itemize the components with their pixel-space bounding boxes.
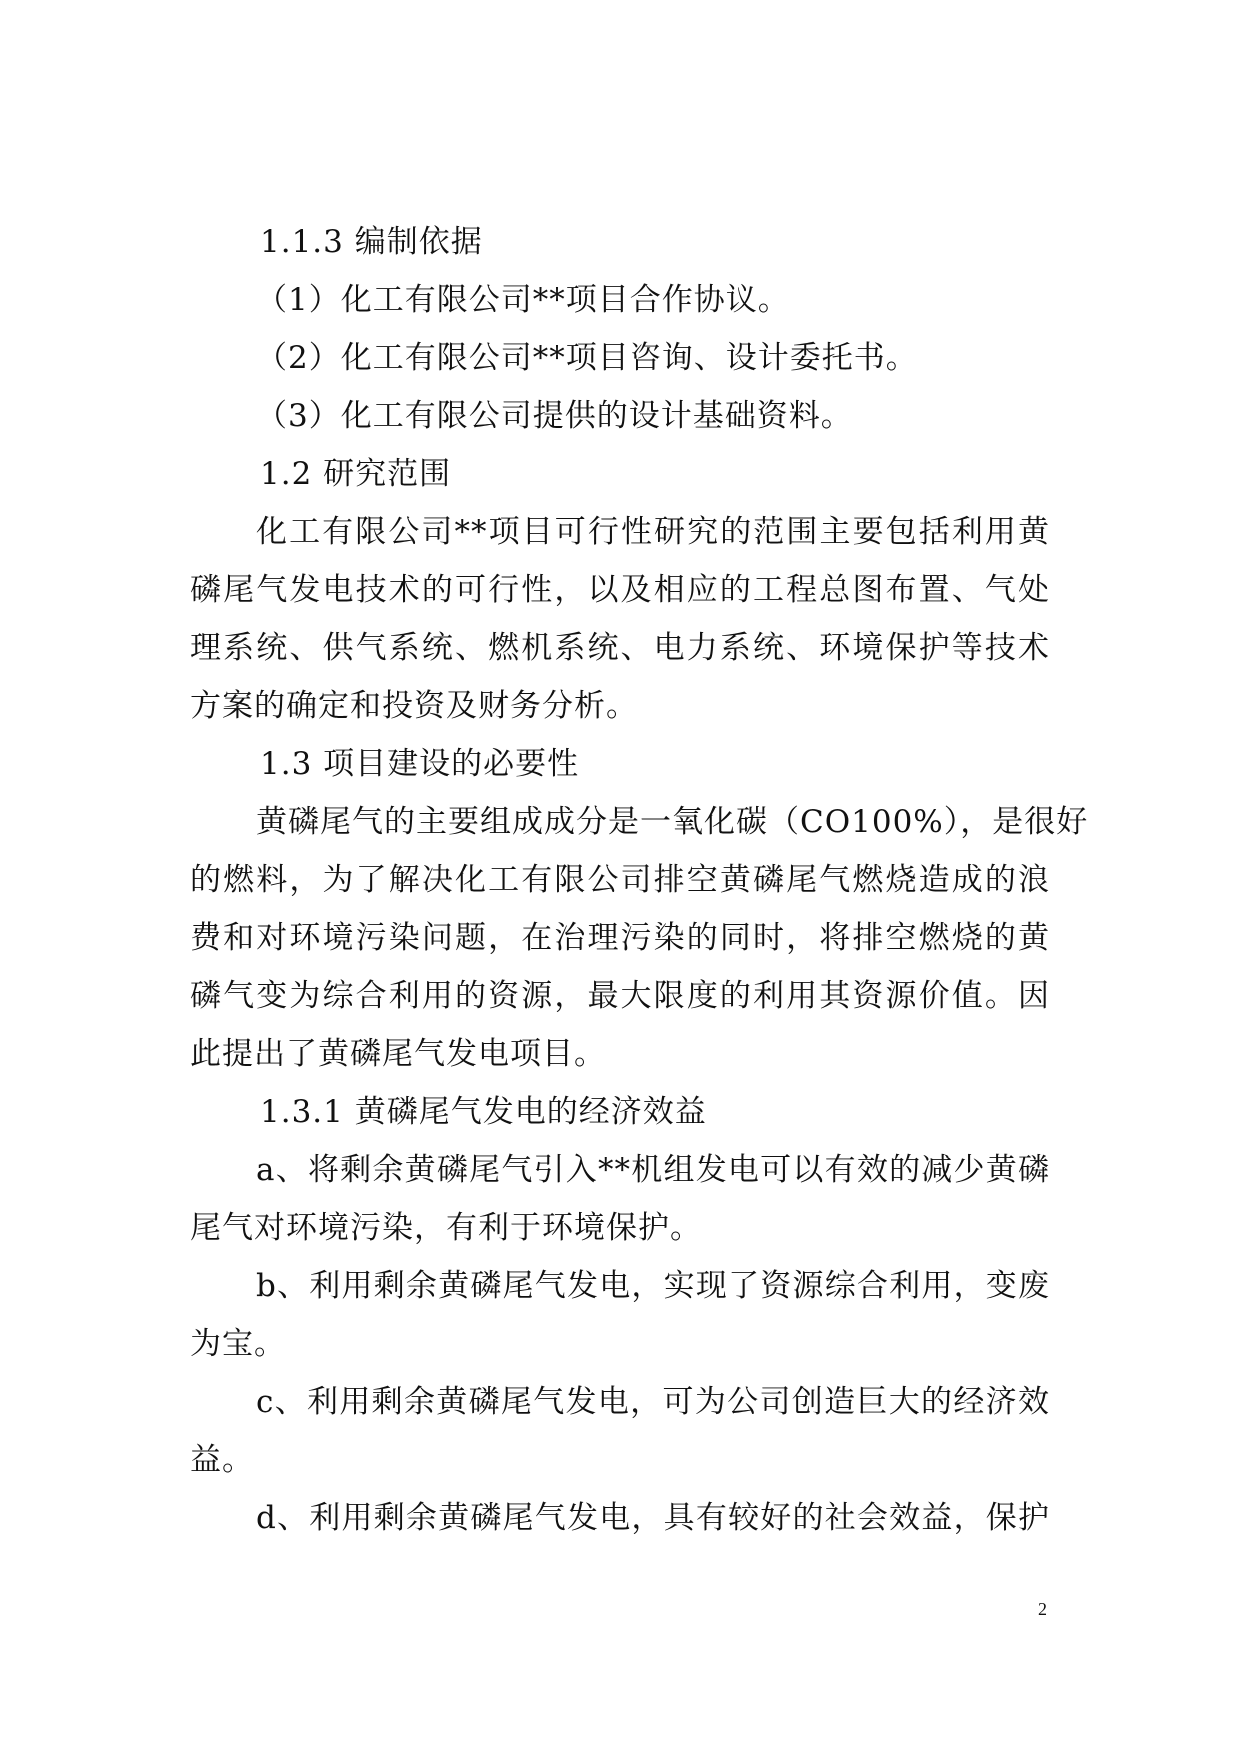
- heading-1-2: 1.2 研究范围: [260, 456, 452, 492]
- paragraph-line: 此提出了黄磷尾气发电项目。: [190, 1036, 606, 1072]
- paragraph-line: 磷尾气发电技术的可行性，以及相应的工程总图布置、气处: [190, 572, 1050, 608]
- paragraph-line: 磷气变为综合利用的资源，最大限度的利用其资源价值。因: [190, 978, 1050, 1014]
- paragraph-line: c、利用剩余黄磷尾气发电，可为公司创造巨大的经济效: [256, 1384, 1050, 1420]
- paragraph-line: 黄磷尾气的主要组成成分是一氧化碳（CO100%），是很好: [256, 804, 1089, 840]
- paragraph-line: 理系统、供气系统、燃机系统、电力系统、环境保护等技术: [190, 630, 1050, 666]
- paragraph-line: 益。: [190, 1442, 254, 1478]
- heading-1-1-3: 1.1.3 编制依据: [260, 224, 483, 260]
- paragraph-line: 为宝。: [190, 1326, 286, 1362]
- list-item-2: （2）化工有限公司**项目咨询、设计委托书。: [256, 340, 918, 376]
- paragraph-line: 的燃料，为了解决化工有限公司排空黄磷尾气燃烧造成的浪: [190, 862, 1050, 898]
- paragraph-line: 尾气对环境污染，有利于环境保护。: [190, 1210, 702, 1246]
- paragraph-line: 方案的确定和投资及财务分析。: [190, 688, 638, 724]
- paragraph-line: 费和对环境污染问题，在治理污染的同时，将排空燃烧的黄: [190, 920, 1050, 956]
- paragraph-line: 化工有限公司**项目可行性研究的范围主要包括利用黄: [256, 514, 1050, 550]
- heading-1-3: 1.3 项目建设的必要性: [260, 746, 580, 782]
- paragraph-line: a、将剩余黄磷尾气引入**机组发电可以有效的减少黄磷: [256, 1152, 1050, 1188]
- heading-1-3-1: 1.3.1 黄磷尾气发电的经济效益: [260, 1094, 707, 1130]
- paragraph-line: b、利用剩余黄磷尾气发电，实现了资源综合利用，变废: [256, 1268, 1050, 1304]
- paragraph-line: d、利用剩余黄磷尾气发电，具有较好的社会效益，保护: [256, 1500, 1050, 1536]
- list-item-3: （3）化工有限公司提供的设计基础资料。: [256, 398, 853, 434]
- page-number: 2: [1038, 1599, 1047, 1619]
- list-item-1: （1）化工有限公司**项目合作协议。: [256, 282, 790, 318]
